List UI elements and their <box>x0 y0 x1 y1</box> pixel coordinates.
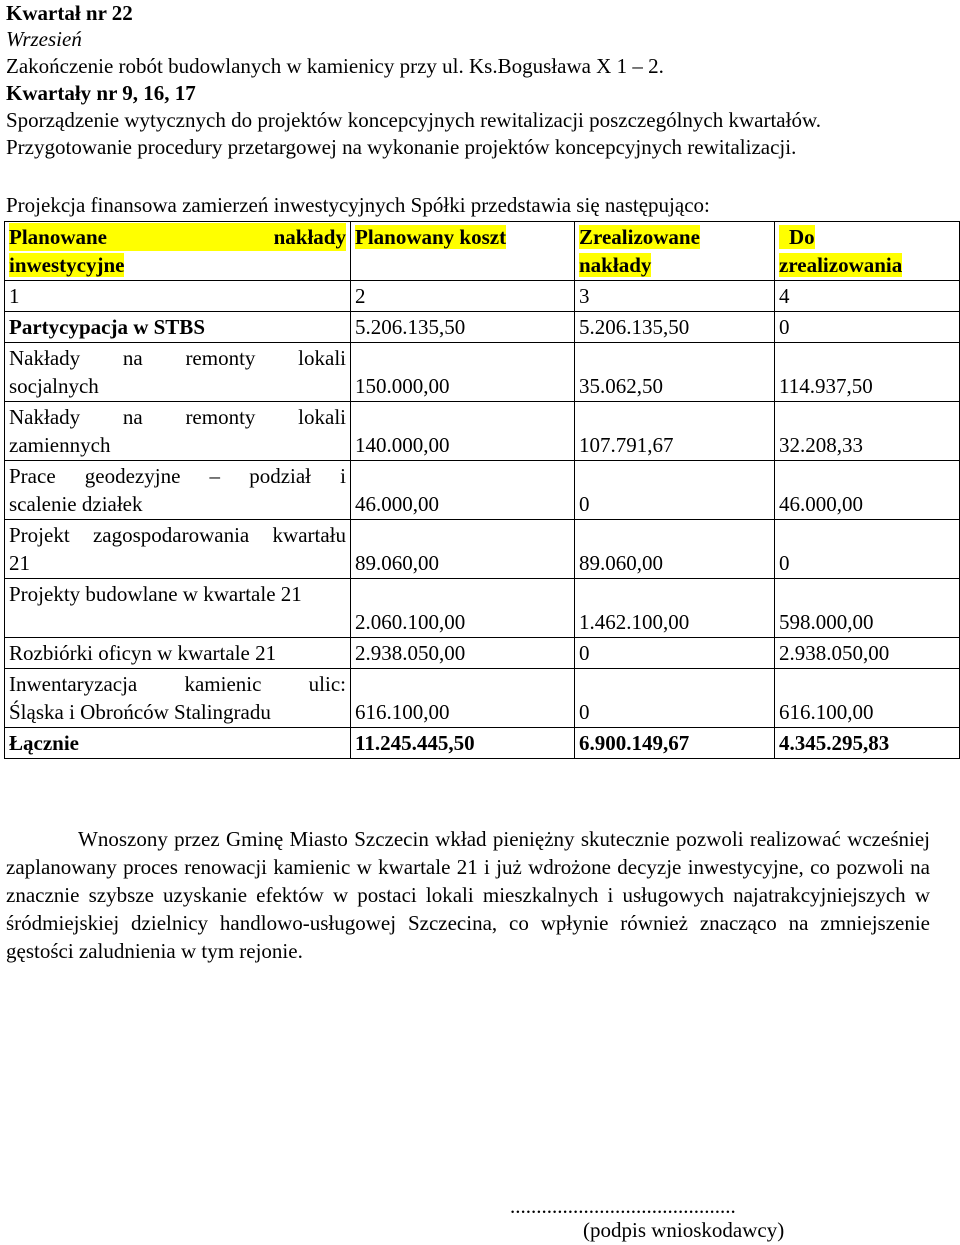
total-label: Łącznie <box>5 728 351 759</box>
quarter-22-month: Wrzesień <box>6 27 82 51</box>
quarter-22-title: Kwartał nr 22 <box>6 1 133 25</box>
signature-line: ........................................... <box>510 1194 736 1218</box>
column-number: 4 <box>775 281 960 312</box>
row-cost: 46.000,00 <box>351 461 575 520</box>
row-done: 5.206.135,50 <box>575 312 775 343</box>
row-done: 0 <box>575 669 775 728</box>
column-number: 2 <box>351 281 575 312</box>
row-done: 107.791,67 <box>575 402 775 461</box>
row-done: 35.062,50 <box>575 343 775 402</box>
row-cost: 89.060,00 <box>351 520 575 579</box>
table-row <box>5 520 960 579</box>
row-label: Nakłady na remonty lokali socjalnych <box>5 343 351 402</box>
closing-paragraph: Wnoszony przez Gminę Miasto Szczecin wkład pieniężny skutecznie pozwoli realizować wcześniej zaplanowany proces renowacji kamienic w kwartale 21 i już wdrożone decyzje inwestycyjne, co pozwoli na znacznie szybsze uzyskanie efektów w postaci lokali mieszkalnych i usługowych najatrakcyjniejszych w śródmiejskiej dzielnicy handlowo-usługowej Szczecina, co wpłynie również znacząco na zmniejszenie gęstości zaludnienia w tym rejonie. <box>6 827 930 963</box>
row-todo: 2.938.050,00 <box>775 638 960 669</box>
row-todo: 32.208,33 <box>775 402 960 461</box>
total-cost: 11.245.445,50 <box>351 728 575 759</box>
table-row <box>5 312 960 343</box>
row-label: Rozbiórki oficyn w kwartale 21 <box>5 638 351 669</box>
row-label: Prace geodezyjne – podział i scalenie działek <box>5 461 351 520</box>
header-to-realize: Do zrealizowania <box>775 222 960 281</box>
table-row <box>5 402 960 461</box>
table-header-row <box>5 222 960 281</box>
financial-projection-table <box>4 221 960 759</box>
row-cost: 150.000,00 <box>351 343 575 402</box>
row-todo: 598.000,00 <box>775 579 960 638</box>
column-number: 1 <box>5 281 351 312</box>
row-cost: 2.938.050,00 <box>351 638 575 669</box>
row-done: 89.060,00 <box>575 520 775 579</box>
header-planned-outlays: Planowane nakłady inwestycyjne <box>5 222 351 281</box>
table-row <box>5 461 960 520</box>
quarters-text-1: Sporządzenie wytycznych do projektów koncepcyjnych rewitalizacji poszczególnych kwartałów. <box>6 108 821 132</box>
row-done: 0 <box>575 461 775 520</box>
row-label: Inwentaryzacja kamienic ulic: Śląska i Obrońców Stalingradu <box>5 669 351 728</box>
column-number: 3 <box>575 281 775 312</box>
row-cost: 616.100,00 <box>351 669 575 728</box>
quarter-22-text: Zakończenie robót budowlanych w kamienicy przy ul. Ks.Bogusława X 1 – 2. <box>6 54 664 78</box>
row-cost: 140.000,00 <box>351 402 575 461</box>
row-todo: 0 <box>775 520 960 579</box>
row-todo: 616.100,00 <box>775 669 960 728</box>
table-row <box>5 638 960 669</box>
row-label: Projekt zagospodarowania kwartału 21 <box>5 520 351 579</box>
total-done: 6.900.149,67 <box>575 728 775 759</box>
row-label: Partycypacja w STBS <box>5 312 351 343</box>
table-row <box>5 579 960 638</box>
column-numbers-row <box>5 281 960 312</box>
row-cost: 2.060.100,00 <box>351 579 575 638</box>
row-todo: 46.000,00 <box>775 461 960 520</box>
signature-label: (podpis wnioskodawcy) <box>583 1218 785 1242</box>
table-row <box>5 669 960 728</box>
quarters-text-2: Przygotowanie procedury przetargowej na wykonanie projektów koncepcyjnych rewitalizacji. <box>6 135 797 159</box>
row-done: 1.462.100,00 <box>575 579 775 638</box>
row-cost: 5.206.135,50 <box>351 312 575 343</box>
header-realized-outlays: Zrealizowane nakłady <box>575 222 775 281</box>
quarters-9-16-17-title: Kwartały nr 9, 16, 17 <box>6 81 196 105</box>
row-todo: 114.937,50 <box>775 343 960 402</box>
header-planned-cost: Planowany koszt <box>351 222 575 281</box>
table-row <box>5 343 960 402</box>
total-row <box>5 728 960 759</box>
total-todo: 4.345.295,83 <box>775 728 960 759</box>
row-todo: 0 <box>775 312 960 343</box>
row-done: 0 <box>575 638 775 669</box>
projection-intro: Projekcja finansowa zamierzeń inwestycyjnych Spółki przedstawia się następująco: <box>6 193 710 217</box>
row-label: Projekty budowlane w kwartale 21 <box>5 579 351 638</box>
row-label: Nakłady na remonty lokali zamiennych <box>5 402 351 461</box>
